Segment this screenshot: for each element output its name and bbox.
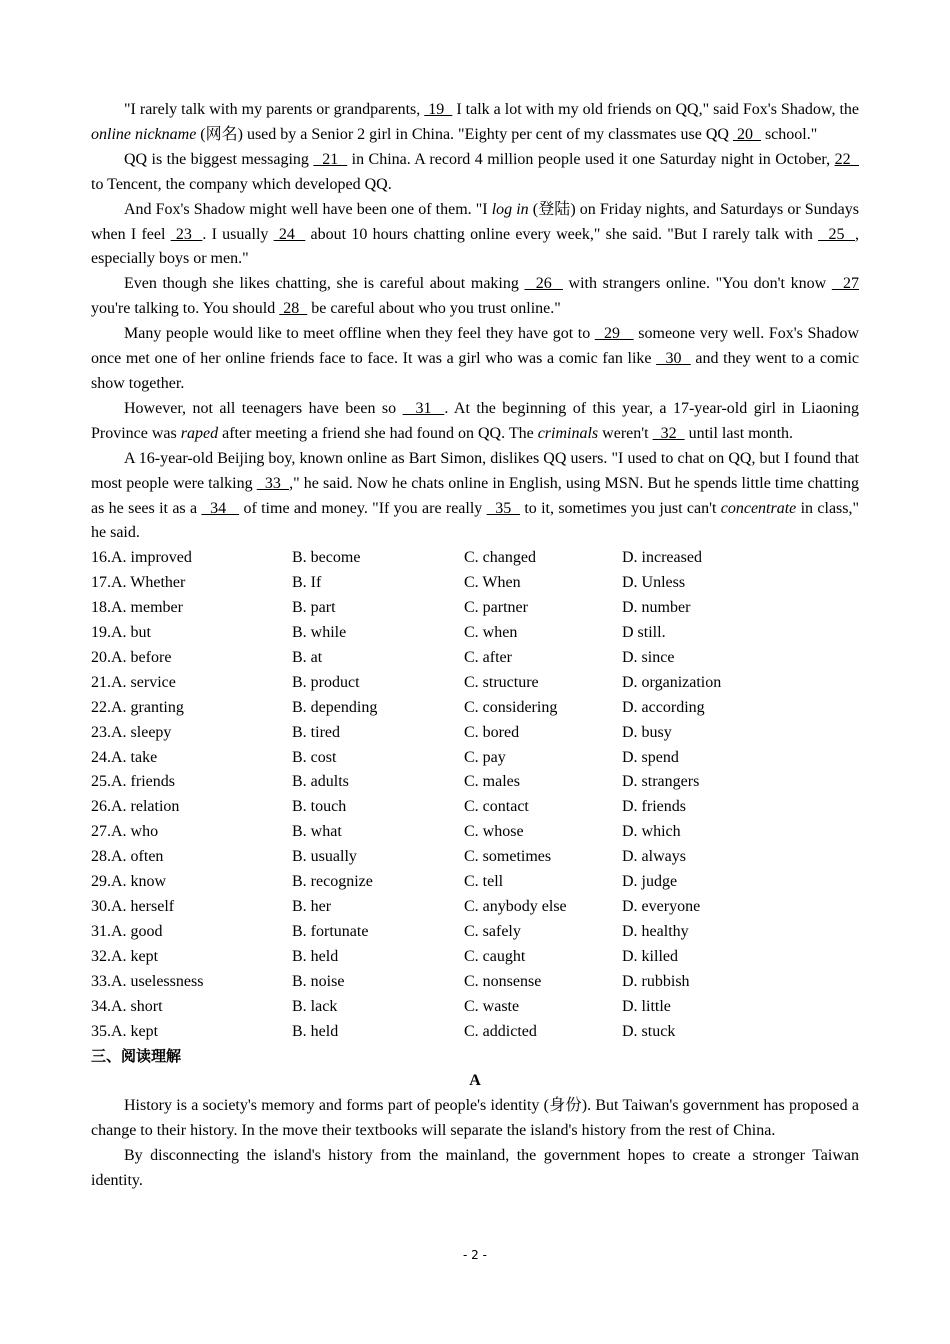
option-row (91, 845, 859, 870)
option-a: 21.A. service (91, 673, 176, 691)
option-d: D. since (622, 648, 675, 666)
option-b: B. product (292, 673, 360, 691)
passage-title: A (469, 1072, 481, 1090)
option-row (91, 945, 859, 970)
blank-27: 27 (831, 275, 860, 293)
italic-term: online nickname (91, 125, 197, 143)
option-c: C. bored (464, 723, 520, 741)
option-b: B. cost (292, 748, 337, 766)
option-row (91, 795, 859, 820)
text: weren't (598, 424, 653, 442)
text: to it, sometimes you just can't (519, 499, 721, 517)
text: school." (760, 125, 818, 143)
blank-32: 32 (652, 424, 685, 442)
option-b: B. If (292, 574, 322, 592)
option-row (91, 820, 859, 845)
option-d: D still. (622, 624, 666, 642)
options-table-body (91, 546, 859, 1044)
option-c: C. whose (464, 823, 524, 841)
text: , especially boys or men." (91, 225, 860, 268)
text: QQ is the biggest messaging (124, 150, 314, 168)
option-a: 19.A. but (91, 624, 151, 642)
option-d: D. judge (622, 873, 678, 891)
option-d: D. Unless (622, 574, 686, 592)
option-a: 26.A. relation (91, 798, 180, 816)
option-a: 17.A. Whether (91, 574, 186, 592)
document-page (91, 98, 859, 1194)
option-a: 32.A. kept (91, 947, 159, 965)
text: "I rarely talk with my parents or grandparents, (124, 101, 425, 118)
option-b: B. held (292, 1022, 339, 1040)
page-number: - 2 - (463, 1248, 487, 1262)
option-c: C. addicted (464, 1022, 537, 1040)
option-c: C. after (464, 648, 512, 666)
option-d: D. always (622, 848, 686, 866)
option-row (91, 646, 859, 671)
option-c: C. pay (464, 748, 506, 766)
option-b: B. become (292, 549, 361, 567)
option-d: D. spend (622, 748, 679, 766)
option-c: C. anybody else (464, 898, 567, 915)
option-b: B. depending (292, 698, 378, 716)
option-b: B. usually (292, 848, 357, 866)
option-c: C. When (464, 574, 521, 592)
blank-35: 35 (486, 499, 520, 517)
option-b: B. adults (292, 773, 349, 791)
option-b: B. recognize (292, 873, 373, 891)
blank-22: 22 (834, 150, 860, 168)
option-row (91, 970, 859, 995)
blank-20: 20 (732, 125, 761, 143)
option-b: B. fortunate (292, 922, 369, 940)
option-c: C. caught (464, 947, 526, 965)
option-a: 18.A. member (91, 599, 183, 617)
option-b: B. while (292, 624, 347, 642)
option-d: D. friends (622, 798, 686, 816)
text: about 10 hours chatting online every week," she said. "But I rarely talk with (305, 225, 819, 243)
blank-25: 25 (818, 225, 856, 243)
blank-26: 26 (524, 275, 563, 293)
option-a: 29.A. know (91, 873, 167, 891)
option-row (91, 770, 859, 795)
option-row (91, 571, 859, 596)
text: after meeting a friend she had found on QQ. The (218, 424, 538, 442)
blank-24: 24 (273, 225, 306, 243)
option-row (91, 746, 859, 771)
text: and they went to a comic show together. (91, 350, 860, 392)
option-c: C. males (464, 773, 520, 791)
option-row (91, 696, 859, 721)
option-b: B. lack (292, 997, 338, 1015)
text: until last month. (684, 424, 794, 442)
option-row (91, 920, 859, 945)
option-d: D. killed (622, 947, 678, 965)
option-d: D. organization (622, 673, 722, 691)
blank-23: 23 (170, 225, 203, 243)
text: . At the beginning of this year, a 17-year-old girl in Liaoning Province was (91, 399, 860, 442)
cloze-paragraph-2 (91, 148, 859, 198)
option-c: C. safely (464, 922, 521, 940)
cloze-paragraph-1 (91, 98, 859, 148)
italic-term: criminals (537, 424, 599, 442)
option-a: 20.A. before (91, 648, 172, 666)
blank-31: 31 (402, 399, 445, 417)
option-a: 23.A. sleepy (91, 723, 172, 741)
text: of time and money. "If you are really (239, 499, 487, 517)
text: ," he said. Now he chats online in English, using MSN. But he spends little time chatting as he sees it as a (91, 474, 860, 517)
text: to Tencent, the company which developed QQ. (91, 175, 392, 193)
section-heading: 三、阅读理解 (91, 1047, 182, 1066)
blank-28: 28 (279, 300, 308, 318)
option-a: 31.A. good (91, 922, 163, 940)
text: . I usually (202, 225, 274, 243)
blank-29: 29 (594, 325, 634, 343)
cloze-paragraph-6 (91, 397, 859, 447)
option-d: D. according (622, 698, 705, 716)
blank-34: 34 (201, 499, 240, 517)
option-a: 22.A. granting (91, 698, 184, 716)
text: Many people would like to meet offline when they feel they have got to (124, 325, 595, 343)
text: However, not all teenagers have been so (124, 399, 403, 417)
blank-21: 21 (313, 150, 348, 168)
reading-paragraph-2: By disconnecting the island's history from the mainland, the government hopes to create a stronger Taiwan identity. (91, 1147, 859, 1189)
blank-30: 30 (656, 350, 691, 368)
option-c: C. tell (464, 873, 504, 891)
options-table (91, 546, 859, 1044)
option-c: C. partner (464, 599, 528, 617)
option-b: B. what (292, 823, 342, 841)
text: (登陆) on Friday nights, and Saturdays or Sundays when I feel (91, 200, 860, 243)
option-c: C. sometimes (464, 848, 552, 866)
text: be careful about who you trust online." (307, 300, 561, 318)
option-c: C. nonsense (464, 972, 542, 990)
option-row (91, 995, 859, 1020)
option-b: B. touch (292, 798, 347, 816)
text: someone very well. Fox's Shadow once met one of her online friends face to face. It was a girl who was a comic fan like (91, 325, 860, 368)
option-b: B. tired (292, 723, 340, 741)
option-c: C. changed (464, 549, 536, 567)
option-d: D. which (622, 823, 681, 841)
option-a: 28.A. often (91, 848, 164, 866)
option-b: B. at (292, 648, 323, 666)
option-row (91, 895, 859, 920)
option-c: C. considering (464, 698, 558, 716)
option-b: B. noise (292, 972, 345, 990)
text: in China. A record 4 million people used it one Saturday night in October, (347, 150, 835, 168)
option-d: D. number (622, 599, 691, 617)
text: And Fox's Shadow might well have been one of them. "I (124, 200, 492, 218)
text: with strangers online. "You don't know (562, 275, 832, 293)
italic-term: concentrate (720, 499, 797, 517)
blank-33: 33 (256, 474, 290, 492)
option-d: D. strangers (622, 773, 700, 791)
option-a: 24.A. take (91, 748, 158, 766)
option-b: B. held (292, 947, 339, 965)
cloze-paragraph-7 (91, 447, 859, 547)
option-row (91, 671, 859, 696)
option-d: D. rubbish (622, 972, 690, 990)
text: I talk a lot with my old friends on QQ," said Fox's Shadow, the (452, 101, 859, 118)
option-d: D. little (622, 997, 671, 1015)
option-row (91, 721, 859, 746)
option-b: B. part (292, 599, 336, 617)
reading-paragraph-1: History is a society's memory and forms part of people's identity (身份). But Taiwan's government has proposed a change to their history. In the move their textbooks will separate the island's history from the rest of China. (91, 1097, 859, 1140)
cloze-paragraph-4 (91, 272, 859, 322)
option-a: 35.A. kept (91, 1022, 159, 1040)
option-c: C. contact (464, 798, 529, 816)
option-c: C. when (464, 624, 518, 642)
option-row (91, 621, 859, 646)
text: (网名) used by a Senior 2 girl in China. "Eighty per cent of my classmates use QQ (196, 125, 733, 143)
option-d: D. increased (622, 549, 702, 567)
italic-term: log in (491, 200, 529, 218)
italic-term: raped (180, 424, 219, 442)
option-a: 34.A. short (91, 997, 163, 1015)
text: you're talking to. You should (91, 300, 280, 318)
option-d: D. busy (622, 723, 672, 741)
option-a: 16.A. improved (91, 549, 192, 567)
option-a: 33.A. uselessness (91, 972, 204, 990)
text: A 16-year-old Beijing boy, known online as Bart Simon, dislikes QQ users. "I used to chat on QQ, but I found that most people were talking (91, 449, 859, 492)
option-d: D. everyone (622, 898, 701, 915)
option-row (91, 1020, 859, 1045)
option-c: C. waste (464, 997, 520, 1015)
option-row (91, 546, 859, 571)
option-row (91, 870, 859, 895)
option-a: 27.A. who (91, 823, 159, 841)
text: in class," he said. (91, 499, 860, 542)
option-c: C. structure (464, 673, 539, 691)
option-b: B. her (292, 898, 332, 915)
option-a: 25.A. friends (91, 773, 175, 791)
option-a: 30.A. herself (91, 898, 175, 915)
option-d: D. stuck (622, 1022, 676, 1040)
text: Even though she likes chatting, she is careful about making (124, 275, 525, 293)
option-row (91, 596, 859, 621)
cloze-paragraph-5 (91, 322, 859, 397)
cloze-paragraph-3 (91, 198, 859, 273)
option-d: D. healthy (622, 922, 689, 940)
blank-19: 19 (424, 101, 453, 118)
